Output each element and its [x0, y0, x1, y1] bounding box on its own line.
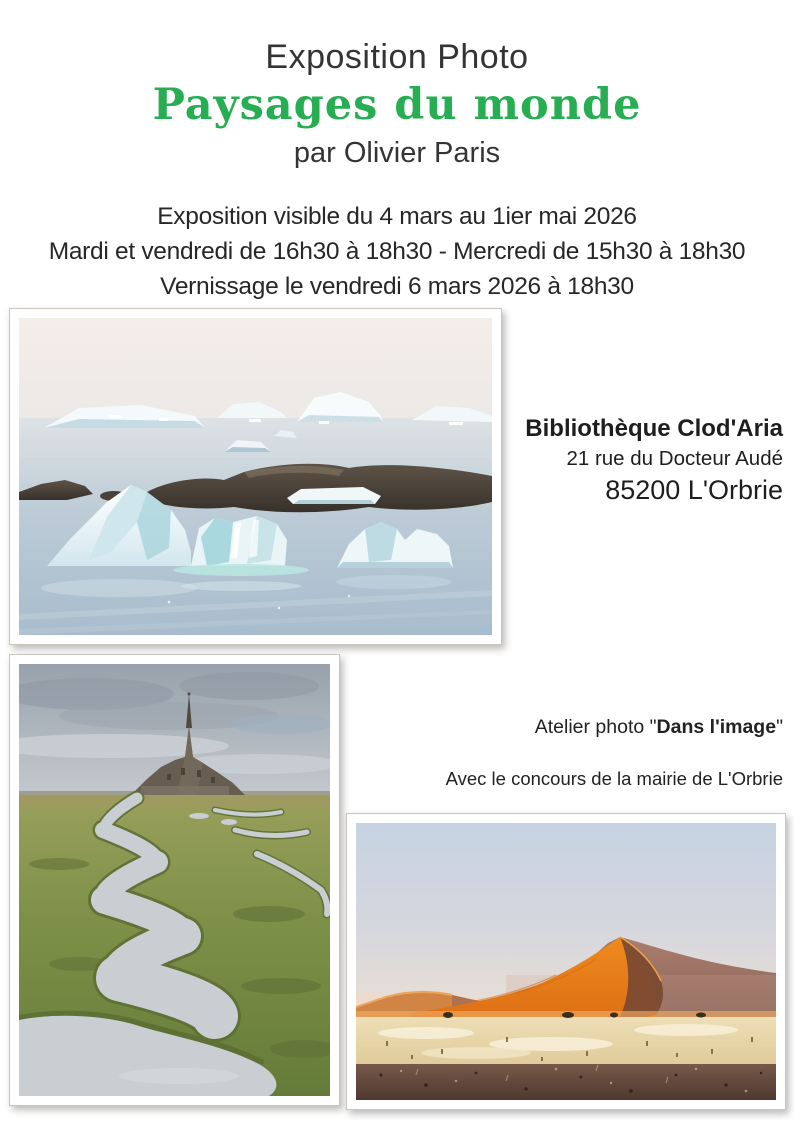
venue-street: 21 rue du Docteur Audé — [566, 447, 783, 470]
exhibition-name: Paysages du monde — [152, 80, 642, 130]
workshop-prefix: Atelier photo " — [534, 716, 657, 738]
venue-name: Bibliothèque Clod'Aria — [525, 415, 783, 442]
credit-line: Avec le concours de la mairie de L'Orbrie — [445, 768, 783, 789]
venue-block — [525, 412, 783, 507]
schedule-block — [0, 199, 794, 304]
author-byline: par Olivier Paris — [293, 137, 501, 169]
mont-saint-michel-photo-art — [19, 664, 330, 1096]
icebergs-photo-art — [19, 318, 492, 635]
workshop-name: Dans l'image — [656, 716, 777, 738]
icebergs-photo — [9, 308, 502, 645]
workshop-suffix: " — [776, 716, 783, 738]
sand-dune-photo — [346, 813, 786, 1110]
schedule-vernissage: Vernissage le vendredi 6 mars 2026 à 18h30 — [160, 273, 634, 300]
schedule-dates: Exposition visible du 4 mars au 1ier mai 2026 — [157, 203, 637, 230]
sand-dune-photo-art — [356, 823, 776, 1100]
schedule-hours: Mardi et vendredi de 16h30 à 18h30 - Mercredi de 15h30 à 18h30 — [48, 238, 746, 265]
mont-saint-michel-photo — [9, 654, 340, 1106]
workshop-line — [535, 716, 783, 739]
venue-city: 85200 L'Orbrie — [605, 475, 783, 505]
page-title: Exposition Photo — [265, 38, 529, 76]
